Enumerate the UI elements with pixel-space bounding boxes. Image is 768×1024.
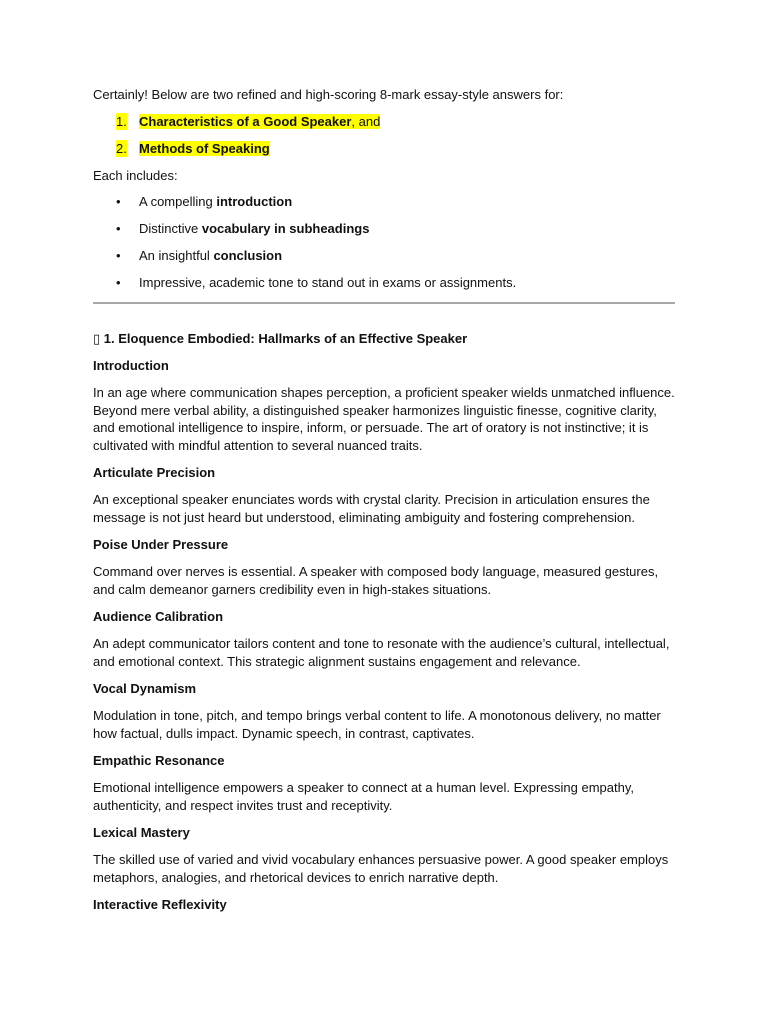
- subheading-trait: Empathic Resonance: [93, 753, 225, 768]
- bullet-text: An insightful: [139, 248, 214, 263]
- subheading-trait: Vocal Dynamism: [93, 681, 197, 696]
- subheading-trait: Interactive Reflexivity: [93, 897, 227, 912]
- bullet-icon: •: [116, 221, 121, 236]
- bullet-text: Impressive, academic tone to stand out in exams or assignments.: [139, 275, 517, 290]
- bullet-item-1: [93, 193, 675, 210]
- introduction-paragraph: In an age where communication shapes perception, a proficient speaker wields unmatched influence. Beyond mere verbal ability, a distinguished speaker harmonizes linguistic finesse, cognitive clarity, and emotional intelligence to inspire, inform, or persuade. The art of oratory is not instinctive; it is cultivated with mindful attention to several nuanced traits.: [93, 385, 675, 453]
- trait-paragraph: The skilled use of varied and vivid vocabulary enhances persuasive power. A good speaker employs metaphors, analogies, and rhetorical devices to enrich narrative depth.: [93, 852, 669, 885]
- trait-paragraph: An exceptional speaker enunciates words with crystal clarity. Precision in articulation ensures the message is not just heard but understood, eliminating ambiguity and fostering comprehension.: [93, 492, 650, 525]
- trait-paragraph: An adept communicator tailors content and tone to resonate with the audience’s cultural, intellectual, and emotional context. This strategic alignment sustains engagement and relevance.: [93, 636, 670, 669]
- bullet-bold-text: introduction: [216, 194, 293, 209]
- missing-glyph-icon: ▯: [93, 331, 101, 346]
- bullet-text: A compelling: [139, 194, 217, 209]
- bullet-item-2: [93, 220, 675, 237]
- bullet-item-3: [93, 247, 675, 264]
- section-title: [93, 330, 675, 347]
- bullet-icon: •: [116, 248, 121, 263]
- topic-title: Methods of Speaking: [139, 140, 270, 156]
- topic-title: Characteristics of a Good Speaker: [139, 113, 352, 129]
- document-page: [93, 86, 675, 923]
- each-includes-text: Each includes:: [93, 167, 178, 183]
- bullet-icon: •: [116, 194, 121, 209]
- bullet-bold-text: vocabulary in subheadings: [201, 221, 370, 236]
- section-title-text: 1. Eloquence Embodied: Hallmarks of an Effective Speaker: [100, 331, 468, 346]
- topic-item-1: [93, 113, 675, 130]
- topic-suffix: , and: [351, 113, 381, 129]
- bullet-bold-text: conclusion: [213, 248, 283, 263]
- topic-list: [93, 113, 675, 157]
- trait-paragraph: Modulation in tone, pitch, and tempo brings verbal content to life. A monotonous delivery, no matter how factual, dulls impact. Dynamic speech, in contrast, captivates.: [93, 708, 661, 741]
- bullet-text: Distinctive: [139, 221, 202, 236]
- subheading-introduction: Introduction: [93, 358, 169, 373]
- subheading-trait: Poise Under Pressure: [93, 537, 229, 552]
- trait-paragraph: Emotional intelligence empowers a speaker to connect at a human level. Expressing empathy, authenticity, and respect invites trust and receptivity.: [93, 780, 634, 813]
- subheading-trait: Lexical Mastery: [93, 825, 190, 840]
- feature-bullet-list: [93, 193, 675, 291]
- topic-item-2: [93, 140, 675, 157]
- horizontal-rule: [93, 302, 675, 304]
- topic-number: 2.: [116, 140, 127, 156]
- bullet-icon: •: [116, 275, 121, 290]
- subheading-trait: Articulate Precision: [93, 465, 216, 480]
- intro-text: Certainly! Below are two refined and high-scoring 8-mark essay-style answers for:: [93, 87, 564, 102]
- topic-number: 1.: [116, 113, 127, 129]
- trait-paragraph: Command over nerves is essential. A speaker with composed body language, measured gestures, and calm demeanor garners credibility even in high-stakes situations.: [93, 564, 659, 597]
- subheading-trait: Audience Calibration: [93, 609, 224, 624]
- bullet-item-4: [93, 274, 675, 291]
